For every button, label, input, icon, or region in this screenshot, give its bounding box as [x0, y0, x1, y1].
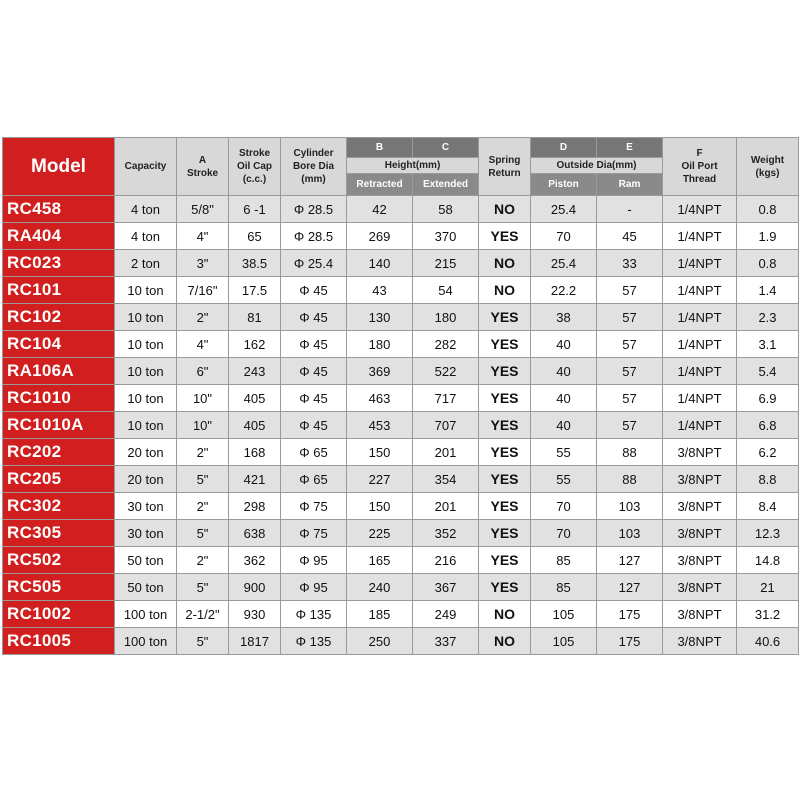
- model-cell: RC458: [3, 196, 115, 223]
- weight-cell: 31.2: [737, 601, 799, 628]
- weight-cell: 40.6: [737, 628, 799, 655]
- port-cell: 3/8NPT: [663, 493, 737, 520]
- capacity-header: Capacity: [115, 138, 177, 196]
- model-cell: RC023: [3, 250, 115, 277]
- bore-cell: Φ 45: [281, 331, 347, 358]
- extended-cell: 216: [413, 547, 479, 574]
- capacity-cell: 20 ton: [115, 466, 177, 493]
- weight-cell: 0.8: [737, 196, 799, 223]
- weight-cell: 12.3: [737, 520, 799, 547]
- port-cell: 1/4NPT: [663, 385, 737, 412]
- ram-cell: 175: [597, 601, 663, 628]
- height-c-header: C: [413, 138, 479, 158]
- stroke-cell: 10": [177, 412, 229, 439]
- ram-cell: 57: [597, 277, 663, 304]
- oil-cap-line-1: Stroke: [238, 148, 271, 159]
- ram-cell: 45: [597, 223, 663, 250]
- bore-cell: Φ 75: [281, 493, 347, 520]
- piston-cell: 38: [531, 304, 597, 331]
- port-cell: 1/4NPT: [663, 331, 737, 358]
- model-cell: RC1010: [3, 385, 115, 412]
- model-header: Model: [3, 138, 115, 196]
- extended-cell: 201: [413, 493, 479, 520]
- piston-cell: 25.4: [531, 196, 597, 223]
- port-cell: 1/4NPT: [663, 196, 737, 223]
- bore-cell: Φ 28.5: [281, 196, 347, 223]
- weight-cell: 6.9: [737, 385, 799, 412]
- weight-line-2: (kgs): [755, 167, 780, 179]
- model-cell: RA106A: [3, 358, 115, 385]
- bore-cell: Φ 45: [281, 277, 347, 304]
- capacity-cell: 4 ton: [115, 223, 177, 250]
- stroke-letter: A: [198, 154, 207, 166]
- retracted-cell: 165: [347, 547, 413, 574]
- spring-cell: YES: [479, 574, 531, 601]
- piston-cell: 40: [531, 358, 597, 385]
- stroke-cell: 2": [177, 547, 229, 574]
- stroke-cell: 10": [177, 385, 229, 412]
- port-line-2: Thread: [682, 174, 717, 185]
- port-cell: 1/4NPT: [663, 304, 737, 331]
- bore-cell: Φ 28.5: [281, 223, 347, 250]
- oil-cap-cell: 405: [229, 412, 281, 439]
- stroke-cell: 2": [177, 304, 229, 331]
- table-row: [3, 493, 799, 520]
- model-cell: RC1005: [3, 628, 115, 655]
- bore-cell: Φ 95: [281, 574, 347, 601]
- extended-cell: 337: [413, 628, 479, 655]
- table-row: [3, 520, 799, 547]
- height-b-header: B: [347, 138, 413, 158]
- ram-cell: 127: [597, 574, 663, 601]
- stroke-cell: 2": [177, 493, 229, 520]
- retracted-cell: 43: [347, 277, 413, 304]
- piston-cell: 40: [531, 331, 597, 358]
- retracted-cell: 463: [347, 385, 413, 412]
- capacity-cell: 100 ton: [115, 628, 177, 655]
- spring-cell: NO: [479, 277, 531, 304]
- stroke-cell: 2": [177, 439, 229, 466]
- spring-cell: NO: [479, 196, 531, 223]
- oil-cap-cell: 900: [229, 574, 281, 601]
- spring-cell: NO: [479, 601, 531, 628]
- bore-cell: Φ 25.4: [281, 250, 347, 277]
- ram-header: Ram: [597, 174, 663, 196]
- bore-line-3: (mm): [301, 174, 326, 185]
- oil-cap-header: [229, 138, 281, 196]
- extended-cell: 352: [413, 520, 479, 547]
- capacity-cell: 10 ton: [115, 358, 177, 385]
- capacity-cell: 10 ton: [115, 385, 177, 412]
- retracted-cell: 227: [347, 466, 413, 493]
- piston-cell: 25.4: [531, 250, 597, 277]
- model-cell: RC202: [3, 439, 115, 466]
- oil-cap-cell: 81: [229, 304, 281, 331]
- stroke-cell: 5": [177, 466, 229, 493]
- table-row: [3, 574, 799, 601]
- weight-cell: 21: [737, 574, 799, 601]
- retracted-cell: 42: [347, 196, 413, 223]
- ram-cell: 88: [597, 466, 663, 493]
- model-cell: RC502: [3, 547, 115, 574]
- capacity-cell: 50 ton: [115, 547, 177, 574]
- table-row: [3, 385, 799, 412]
- spring-cell: YES: [479, 520, 531, 547]
- oil-cap-cell: 162: [229, 331, 281, 358]
- retracted-cell: 369: [347, 358, 413, 385]
- od-group-header: Outside Dia(mm): [531, 158, 663, 174]
- piston-cell: 40: [531, 412, 597, 439]
- stroke-cell: 4": [177, 331, 229, 358]
- retracted-cell: 150: [347, 439, 413, 466]
- extended-cell: 707: [413, 412, 479, 439]
- retracted-cell: 140: [347, 250, 413, 277]
- model-cell: RC101: [3, 277, 115, 304]
- model-cell: RC305: [3, 520, 115, 547]
- spring-cell: NO: [479, 250, 531, 277]
- capacity-cell: 2 ton: [115, 250, 177, 277]
- port-cell: 1/4NPT: [663, 223, 737, 250]
- retracted-header: Retracted: [347, 174, 413, 196]
- port-cell: 3/8NPT: [663, 466, 737, 493]
- bore-cell: Φ 45: [281, 412, 347, 439]
- piston-cell: 70: [531, 493, 597, 520]
- piston-cell: 85: [531, 547, 597, 574]
- model-cell: RC505: [3, 574, 115, 601]
- oil-cap-cell: 65: [229, 223, 281, 250]
- bore-cell: Φ 135: [281, 601, 347, 628]
- spring-cell: YES: [479, 412, 531, 439]
- weight-cell: 2.3: [737, 304, 799, 331]
- capacity-cell: 20 ton: [115, 439, 177, 466]
- weight-cell: 8.8: [737, 466, 799, 493]
- ram-cell: 57: [597, 358, 663, 385]
- retracted-cell: 185: [347, 601, 413, 628]
- model-cell: RC104: [3, 331, 115, 358]
- port-line-1: Oil Port: [681, 161, 718, 172]
- extended-cell: 215: [413, 250, 479, 277]
- spring-header: [479, 138, 531, 196]
- spring-cell: YES: [479, 331, 531, 358]
- bore-cell: Φ 95: [281, 547, 347, 574]
- retracted-cell: 150: [347, 493, 413, 520]
- table-row: [3, 250, 799, 277]
- piston-cell: 55: [531, 466, 597, 493]
- stroke-cell: 4": [177, 223, 229, 250]
- extended-cell: 354: [413, 466, 479, 493]
- port-cell: 1/4NPT: [663, 358, 737, 385]
- weight-cell: 6.2: [737, 439, 799, 466]
- oil-cap-cell: 362: [229, 547, 281, 574]
- table-row: [3, 277, 799, 304]
- weight-cell: 6.8: [737, 412, 799, 439]
- ram-cell: 57: [597, 385, 663, 412]
- capacity-cell: 10 ton: [115, 304, 177, 331]
- bore-cell: Φ 65: [281, 439, 347, 466]
- bore-cell: Φ 135: [281, 628, 347, 655]
- oil-cap-cell: 6 -1: [229, 196, 281, 223]
- capacity-cell: 10 ton: [115, 277, 177, 304]
- oil-cap-cell: 38.5: [229, 250, 281, 277]
- port-cell: 3/8NPT: [663, 547, 737, 574]
- extended-cell: 54: [413, 277, 479, 304]
- retracted-cell: 269: [347, 223, 413, 250]
- port-cell: 3/8NPT: [663, 439, 737, 466]
- port-cell: 1/4NPT: [663, 277, 737, 304]
- spring-line-2: Return: [488, 167, 521, 179]
- stroke-cell: 5": [177, 628, 229, 655]
- bore-cell: Φ 45: [281, 304, 347, 331]
- capacity-cell: 10 ton: [115, 412, 177, 439]
- model-cell: RC205: [3, 466, 115, 493]
- table-row: [3, 331, 799, 358]
- extended-cell: 282: [413, 331, 479, 358]
- stroke-cell: 3": [177, 250, 229, 277]
- extended-cell: 522: [413, 358, 479, 385]
- retracted-cell: 240: [347, 574, 413, 601]
- weight-cell: 8.4: [737, 493, 799, 520]
- ram-cell: 33: [597, 250, 663, 277]
- ram-cell: 175: [597, 628, 663, 655]
- piston-cell: 105: [531, 601, 597, 628]
- piston-cell: 70: [531, 520, 597, 547]
- table-row: [3, 601, 799, 628]
- oil-cap-line-2: Oil Cap: [236, 161, 272, 172]
- stroke-cell: 7/16": [177, 277, 229, 304]
- bore-line-1: Cylinder: [293, 148, 334, 159]
- table-row: [3, 412, 799, 439]
- port-cell: 3/8NPT: [663, 601, 737, 628]
- table-row: [3, 466, 799, 493]
- od-e-header: E: [597, 138, 663, 158]
- oil-cap-line-3: (c.c.): [242, 174, 267, 185]
- spring-cell: YES: [479, 223, 531, 250]
- capacity-cell: 30 ton: [115, 493, 177, 520]
- spring-cell: YES: [479, 466, 531, 493]
- bore-header: [281, 138, 347, 196]
- table-body: [3, 196, 799, 655]
- extended-cell: 370: [413, 223, 479, 250]
- port-cell: 1/4NPT: [663, 412, 737, 439]
- table-row: [3, 439, 799, 466]
- port-header: [663, 138, 737, 196]
- extended-cell: 201: [413, 439, 479, 466]
- weight-cell: 14.8: [737, 547, 799, 574]
- retracted-cell: 180: [347, 331, 413, 358]
- spring-cell: YES: [479, 547, 531, 574]
- table-row: [3, 223, 799, 250]
- oil-cap-cell: 930: [229, 601, 281, 628]
- ram-cell: 103: [597, 520, 663, 547]
- model-cell: RC302: [3, 493, 115, 520]
- ram-cell: -: [597, 196, 663, 223]
- oil-cap-cell: 298: [229, 493, 281, 520]
- extended-header: Extended: [413, 174, 479, 196]
- piston-cell: 22.2: [531, 277, 597, 304]
- stroke-cell: 2-1/2": [177, 601, 229, 628]
- table-row: [3, 196, 799, 223]
- model-cell: RC1010A: [3, 412, 115, 439]
- extended-cell: 58: [413, 196, 479, 223]
- ram-cell: 127: [597, 547, 663, 574]
- bore-cell: Φ 45: [281, 358, 347, 385]
- extended-cell: 249: [413, 601, 479, 628]
- oil-cap-cell: 243: [229, 358, 281, 385]
- retracted-cell: 130: [347, 304, 413, 331]
- port-cell: 3/8NPT: [663, 628, 737, 655]
- ram-cell: 57: [597, 412, 663, 439]
- spring-cell: YES: [479, 304, 531, 331]
- model-cell: RC1002: [3, 601, 115, 628]
- spec-table: [2, 137, 799, 655]
- bore-cell: Φ 75: [281, 520, 347, 547]
- port-cell: 3/8NPT: [663, 520, 737, 547]
- retracted-cell: 453: [347, 412, 413, 439]
- piston-cell: 70: [531, 223, 597, 250]
- port-cell: 1/4NPT: [663, 250, 737, 277]
- bore-cell: Φ 65: [281, 466, 347, 493]
- bore-line-2: Bore Dia: [292, 161, 335, 172]
- retracted-cell: 250: [347, 628, 413, 655]
- spring-line-1: Spring: [488, 154, 521, 166]
- weight-cell: 5.4: [737, 358, 799, 385]
- capacity-cell: 10 ton: [115, 331, 177, 358]
- weight-cell: 0.8: [737, 250, 799, 277]
- od-d-header: D: [531, 138, 597, 158]
- ram-cell: 57: [597, 331, 663, 358]
- ram-cell: 88: [597, 439, 663, 466]
- oil-cap-cell: 1817: [229, 628, 281, 655]
- oil-cap-cell: 168: [229, 439, 281, 466]
- piston-cell: 40: [531, 385, 597, 412]
- bore-cell: Φ 45: [281, 385, 347, 412]
- ram-cell: 103: [597, 493, 663, 520]
- extended-cell: 367: [413, 574, 479, 601]
- piston-header: Piston: [531, 174, 597, 196]
- height-group-header: Height(mm): [347, 158, 479, 174]
- extended-cell: 180: [413, 304, 479, 331]
- spring-cell: YES: [479, 439, 531, 466]
- stroke-header: [177, 138, 229, 196]
- oil-cap-cell: 421: [229, 466, 281, 493]
- table-row: [3, 628, 799, 655]
- weight-cell: 1.9: [737, 223, 799, 250]
- weight-cell: 3.1: [737, 331, 799, 358]
- table-row: [3, 304, 799, 331]
- stroke-cell: 5": [177, 520, 229, 547]
- piston-cell: 55: [531, 439, 597, 466]
- port-cell: 3/8NPT: [663, 574, 737, 601]
- oil-cap-cell: 405: [229, 385, 281, 412]
- retracted-cell: 225: [347, 520, 413, 547]
- stroke-label: Stroke: [186, 167, 219, 179]
- stroke-cell: 5": [177, 574, 229, 601]
- table-row: [3, 358, 799, 385]
- piston-cell: 85: [531, 574, 597, 601]
- spring-cell: YES: [479, 385, 531, 412]
- spring-cell: YES: [479, 358, 531, 385]
- weight-line-1: Weight: [750, 154, 785, 166]
- stroke-cell: 5/8": [177, 196, 229, 223]
- capacity-cell: 30 ton: [115, 520, 177, 547]
- spring-cell: YES: [479, 493, 531, 520]
- weight-cell: 1.4: [737, 277, 799, 304]
- capacity-cell: 100 ton: [115, 601, 177, 628]
- extended-cell: 717: [413, 385, 479, 412]
- spring-cell: NO: [479, 628, 531, 655]
- oil-cap-cell: 17.5: [229, 277, 281, 304]
- capacity-cell: 4 ton: [115, 196, 177, 223]
- oil-cap-cell: 638: [229, 520, 281, 547]
- weight-header: [737, 138, 799, 196]
- model-cell: RA404: [3, 223, 115, 250]
- model-cell: RC102: [3, 304, 115, 331]
- table-row: [3, 547, 799, 574]
- stroke-cell: 6": [177, 358, 229, 385]
- piston-cell: 105: [531, 628, 597, 655]
- port-letter: F: [696, 148, 703, 159]
- ram-cell: 57: [597, 304, 663, 331]
- capacity-cell: 50 ton: [115, 574, 177, 601]
